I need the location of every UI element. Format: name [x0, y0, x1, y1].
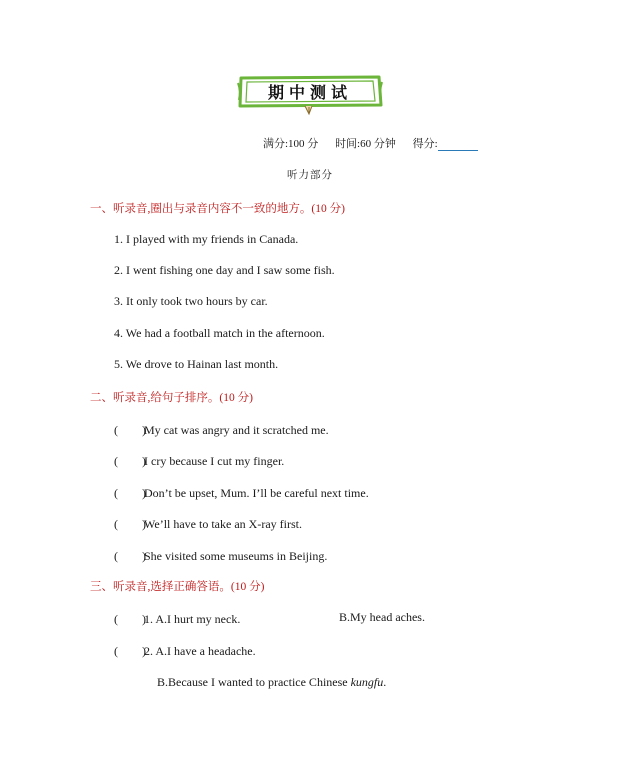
section1-item-5: 5. We drove to Hainan last month. — [114, 357, 279, 371]
answer-blank[interactable]: ( ) — [114, 423, 146, 437]
section1-heading — [90, 200, 345, 216]
title-banner — [238, 76, 382, 106]
section3-q1 — [114, 610, 240, 627]
section3-q2-option-a: 2. A.I have a headache. — [144, 644, 256, 658]
section3-q1-option-a: 1. A.I hurt my neck. — [144, 612, 241, 626]
section1-item-2: 2. I went fishing one day and I saw some fish. — [114, 263, 335, 277]
listening-part-label: 听力部分 — [287, 170, 333, 181]
section1-item-3: 3. It only took two hours by car. — [114, 294, 268, 308]
answer-blank[interactable]: ( ) — [114, 612, 146, 626]
section2-item-2 — [114, 452, 284, 469]
answer-blank[interactable]: ( ) — [114, 486, 146, 500]
time-limit: 时间:60 分钟 — [335, 138, 396, 150]
section1-score: (10 分) — [311, 203, 345, 215]
score-blank[interactable] — [438, 150, 478, 151]
section3-q1-option-b: B.My head aches. — [339, 610, 425, 624]
section1-item-4: 4. We had a football match in the afternoon. — [114, 326, 325, 340]
score-label: 得分: — [412, 138, 438, 150]
option-b-italic: kungfu — [350, 675, 384, 689]
option-b-text: B.Because I wanted to practice Chinese — [157, 675, 351, 689]
section2-item-text: I cry because I cut my finger. — [144, 454, 285, 468]
section3-heading-text: 三、听录音,选择正确答语。 — [90, 581, 231, 593]
section2-item-1 — [114, 421, 329, 438]
section2-item-text: Don’t be upset, Mum. I’ll be careful next time. — [144, 486, 369, 500]
section2-heading-text: 二、听录音,给句子排序。 — [90, 392, 220, 404]
page-title: 期中测试 — [267, 83, 352, 102]
section3-score: (10 分) — [230, 581, 265, 593]
section3-heading — [90, 578, 264, 594]
section2-item-text: We’ll have to take an X-ray first. — [144, 517, 302, 531]
answer-blank[interactable]: ( ) — [114, 549, 146, 563]
answer-blank[interactable]: ( ) — [114, 517, 146, 531]
section2-item-5 — [114, 547, 327, 564]
section3-q2-option-b — [157, 675, 386, 690]
answer-blank[interactable]: ( ) — [114, 644, 146, 658]
section2-item-4 — [114, 515, 302, 532]
answer-blank[interactable]: ( ) — [114, 454, 146, 468]
option-b-suffix: . — [383, 675, 387, 689]
exam-meta — [263, 135, 478, 151]
section1-heading-text: 一、听录音,圈出与录音内容不一致的地方。 — [90, 203, 312, 215]
section1-item-1: 1. I played with my friends in Canada. — [114, 232, 299, 246]
section2-score: (10 分) — [219, 392, 253, 404]
section2-item-text: My cat was angry and it scratched me. — [144, 423, 329, 437]
section2-item-text: She visited some museums in Beijing. — [144, 549, 328, 563]
section3-q2 — [114, 642, 256, 659]
full-score: 满分:100 分 — [263, 138, 319, 150]
section2-heading — [90, 389, 253, 405]
section2-item-3 — [114, 484, 369, 501]
